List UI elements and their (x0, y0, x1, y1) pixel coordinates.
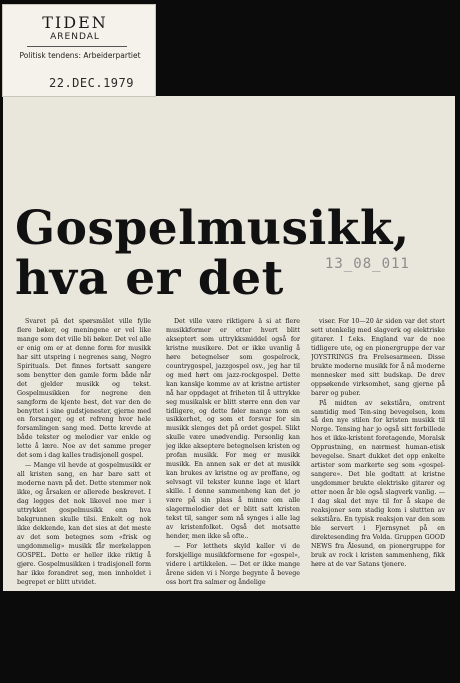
stamp-political-tendency: Politisk tendens: Arbeiderpartiet (19, 51, 141, 60)
newspaper-clipping (3, 96, 455, 591)
article-column-2 (166, 318, 300, 683)
stamp-date: 22.DEC.1979 (49, 76, 134, 90)
stamp-divider (27, 46, 127, 47)
headline-line-1: Gospelmusikk, (15, 201, 410, 256)
column-1-paragraph-1: Svaret på det spørsmålet ville fylle flere bøker, og meningene er vel like mange som det ville bli bøker. Det vel alle er enig om er at denne form for musikk har sitt utspring i negrenes sang, Negro Spirituals. Det finnes fortsatt sangere som benytter den gamle form både når det gjelder musikk og tekst. Gospelmusikken for negrene den sangform de kjente best, det var den de benyttet i sine gudstjenester, gjerne med en forsanger, og et refreng hvor hele forsamlingen sang med. Dette krevde at både tekster og melodier var enkle og lette å lære. Noe av det samme preger det som i dag kalles tradisjonell gospel. (17, 318, 151, 460)
stamp-newspaper-name: TIDEN (42, 13, 108, 32)
stamp-city: ARENDAL (50, 32, 100, 42)
column-3-paragraph-2: På midten av sekstiåra, omtrent samtidig med Ten-sing bevegelsen, kom så den nye stilen for kristen musikk til Norge. Tensing har jo også sitt forbillede hos et ikke-kristent foretagende, Moralsk Opprustning, en nærmest human-etisk bevegelse. Snart dukket det opp enkelte artister som markerte seg som «gospel-sangere». Det ble godtatt at kristne ungdommer brukte elektriske gitarer og etter noen år ble også slagverk vanlig. — I dag skal det mye til for å skape de reaksjoner som stadig kom i sluttten av sekstiåra. En typisk reaksjon var den som ble servert i Fjernsynet på en direktesending fra Volda. Gruppen GOOD NEWS fra Ålesund, en pionergruppe for bruk av rock i kristen sammenheng, fikk høre at de var Satans tjenere. (311, 399, 445, 568)
column-1-paragraph-2: — Mange vil hevde at gospelmusikk er all kristen sang, en har bare satt et moderne navn på det. Dette stemmer nok ikke, og årsaken er allerede beskrevet. I dag legges det nok likevel noe mer i uttrykket gospelmusikk enn hva bakgrunnen skulle tilsi. Enkelt og nok ikke dekkende, kan det sies at det meste av det som betegnes som «frisk og ungdommelig» musikk får merkelappen GOSPEL. Dette er heller ikke riktig å gjøre. Gospelmusikken i tradisjonell form har ikke forandret seg, men innholdet i begrepet er blitt utvidet. (17, 462, 151, 586)
article-column-1 (17, 318, 151, 683)
article-column-3 (311, 318, 445, 683)
archive-number: 13_08_011 (325, 256, 410, 272)
column-2-paragraph-2: — For letthets skyld kaller vi de forskjellige musikkformene for «gospel», videre i artikkelen. — Det er ikke mange årene siden vi i Norge begynte å bevege oss bort fra salmer og åndelige (166, 542, 300, 586)
newspaper-source-stamp (2, 4, 156, 97)
headline-line-2: hva er det (15, 251, 284, 306)
column-3-paragraph-1: viser. For 10—20 år siden var det stort sett utenkelig med slagverk og elektriske gitarer. I f.eks. England var de noe tidligere ute, og en pionergruppe der var JOYSTRINGS fra Frelsesarmeen. Disse brukte moderne musikk for å nå moderne mennesker med sitt budskap. De drev oppsøkende virksomhet, sang gjerne på barer og puber. (311, 318, 445, 397)
column-2-paragraph-1: Det ville være riktigere å si at flere musikkformer er etter hvert blitt akseptert som uttrykksmiddel også for kristne musikere. Det er ikke uvanlig å høre betegnelser som gospelrock, countrygospel, jazzgospel osv., jeg har til og med hørt om jazz-rockgospel. Dette kan kanskje komme av at kristne artister nå har oppdaget at friheten til å uttrykke seg musikalsk er blitt større enn den var tidligere, og dette føler mange som en usikkerhet, og som et forsvar for sin musikk slenges det på ordet gospel. Slikt skulle være unødvendig. Personlig kan jeg ikke akseptere betegnelsen kristen og profan musikk. For meg er musikk musikk. En annen sak er det at musikk kan brukes av kristne og av proffane, og selvsagt vil tekster kunne lage et klart skille. I denne sammenheng kan det jo være på sin plass å minne om alle slagermelodier det er blitt satt kristen tekst til, sanger som nå synges i alle lag av kristenfolket. Også det motsatte hender, men ikke så ofte.. (166, 318, 300, 540)
